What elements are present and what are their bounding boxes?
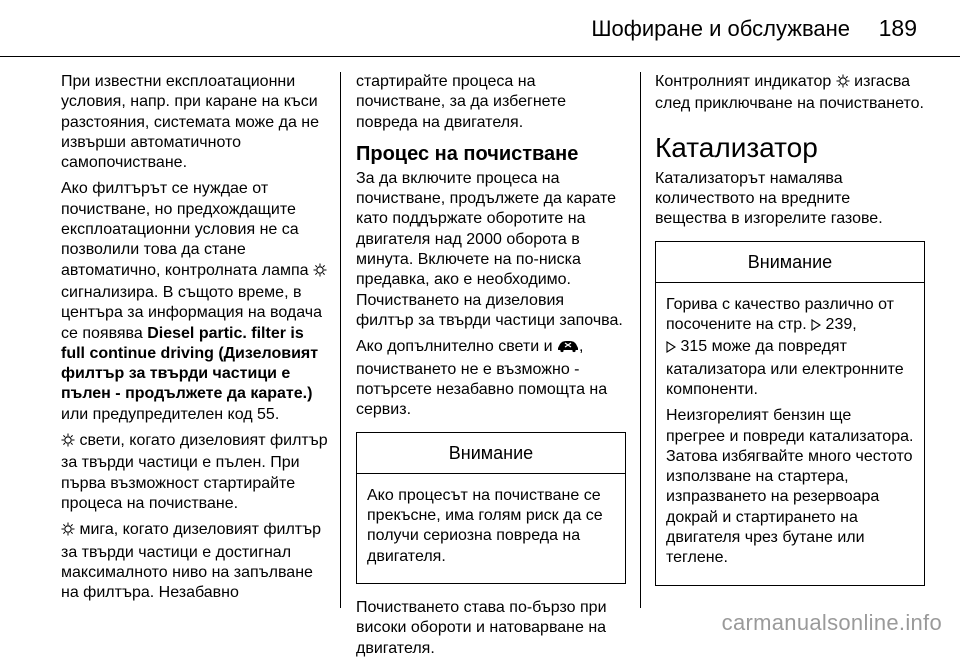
warning-text-part: Горива с качество различно от посочените на стр. <box>666 295 894 334</box>
paragraph-text: Ако допълнително свети и <box>356 338 553 356</box>
page-number: 189 <box>878 15 917 41</box>
diesel-particle-filter-icon <box>61 433 75 453</box>
paragraph-text: сигнализира. В същото време, в центъра за информация на водача се появява <box>61 283 322 342</box>
paragraph-text: , почистването не е възможно - потърсете незабавно помощта на сервиз. <box>356 338 608 419</box>
paragraph <box>61 431 331 514</box>
section-heading: Процес на почистване <box>356 142 579 165</box>
service-vehicle-icon <box>557 339 579 359</box>
warning-title: Внимание <box>656 242 924 282</box>
warning-body <box>656 283 924 585</box>
warning-body <box>357 474 625 583</box>
header-rule <box>0 56 960 57</box>
warning-title: Внимание <box>357 433 625 473</box>
paragraph: При известни експлоатационни условия, напр. при каране на къси разстояния, системата може да не извърши автоматичното самопочистване. <box>61 73 320 172</box>
column-divider <box>640 72 641 608</box>
diesel-particle-filter-icon <box>61 522 75 542</box>
warning-box <box>655 241 925 585</box>
column-1 <box>61 72 331 609</box>
paragraph-text: или предупредителен код 55. <box>61 405 280 423</box>
warning-text <box>666 295 914 400</box>
paragraph: стартирайте процеса на почистване, за да избегнете повреда на двигателя. <box>356 73 567 131</box>
paragraph <box>61 179 331 425</box>
page-reference-link[interactable]: 315 <box>680 338 708 356</box>
paragraph-text: Ако филтърът се нуждае от почистване, но предхождащите експлоатационни условия не са позволили това да стане автоматично, контролната лампа <box>61 180 309 279</box>
reference-arrow-icon <box>811 317 821 337</box>
paragraph-text: мига, когато дизеловият филтър за твърди частици е достигнал максималното ниво на запълване на филтъра. Незабавно <box>61 521 322 602</box>
display-message: Diesel partic. filter is full continue driving (Дизеловият филтър за твърди частици е пълен - продължете да карате.) <box>61 324 319 403</box>
paragraph: Катализаторът намалява количеството на вредните вещества в изгорелите газове. <box>655 169 883 228</box>
paragraph-text: Контролният индикатор <box>655 73 832 90</box>
warning-text: Ако процесът на почистване се прекъсне, има голям риск да се получи сериозна повреда на двигателя. <box>367 486 603 565</box>
warning-box <box>356 432 626 583</box>
paragraph <box>356 337 626 420</box>
paragraph-text: изгасва след приключване на почистването. <box>655 73 924 113</box>
column-2 <box>356 72 626 665</box>
warning-text-part: може да повредят катализатора или електронните компоненти. <box>666 338 904 398</box>
warning-text: Неизгорелият бензин ще прегрее и повреди катализатора. Затова избягвайте много честото използване на стартера, изпразването на резервоара докрай и стартирането на двигателя чрез бутане или теглене. <box>666 407 914 567</box>
diesel-particle-filter-icon <box>313 263 327 283</box>
page-reference-link[interactable]: 239, <box>825 316 857 334</box>
section-heading: Катализатор <box>655 131 818 163</box>
paragraph-text: свети, когато дизеловият филтър за твърди частици е пълен. При първа възможност стартирайте процеса на почистване. <box>61 432 328 512</box>
paragraph <box>61 520 331 603</box>
column-3 <box>655 72 925 600</box>
diesel-particle-filter-icon <box>836 74 850 94</box>
column-divider <box>340 72 341 608</box>
reference-arrow-icon <box>666 339 676 359</box>
header-title: Шофиране и обслужване <box>591 16 850 41</box>
page-header <box>0 0 960 56</box>
paragraph <box>655 72 925 115</box>
watermark: carmanualsonline.info <box>721 610 942 635</box>
paragraph: За да включите процеса на почистване, продължете да карате като поддържате оборотите на двигателя над 2000 оборота в минута. Включете на по-ниска предавка, ако е необходимо. Почистването на дизеловия филтър за твърди частици започва. <box>356 169 623 329</box>
paragraph: Почистването става по-бързо при високи обороти и натоварване на двигателя. <box>356 598 607 657</box>
